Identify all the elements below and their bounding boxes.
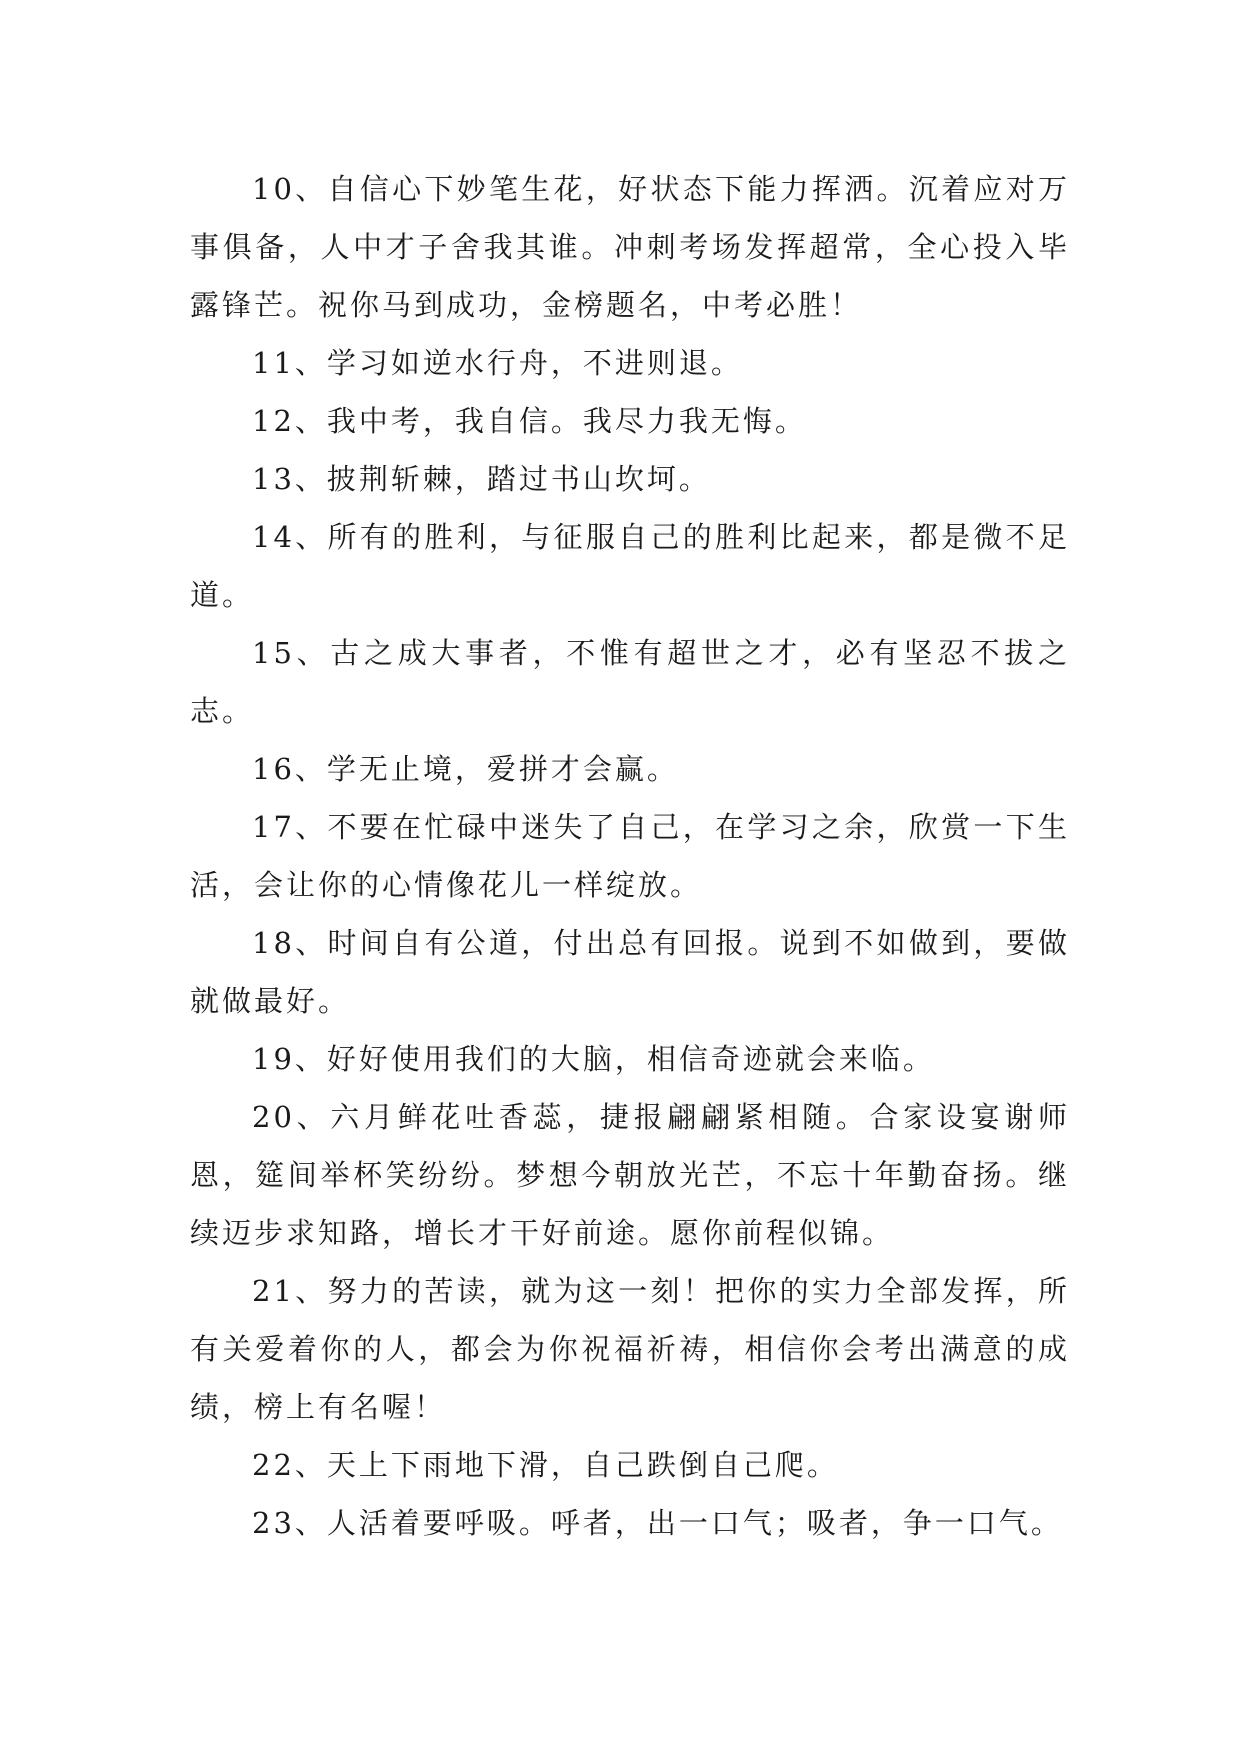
paragraph-16: 16、学无止境，爱拼才会赢。 <box>252 752 679 786</box>
paragraph-22: 22、天上下雨地下滑，自己跌倒自己爬。 <box>252 1448 839 1482</box>
paragraph-10: 10、自信心下妙笔生花，好状态下能力挥洒。沉着应对万事俱备，人中才子舍我其谁。冲刺考场发挥超常，全心投入毕露锋芒。祝你马到成功，金榜题名，中考必胜！ <box>190 172 1070 322</box>
paragraph-18: 18、时间自有公道，付出总有回报。说到不如做到，要做就做最好。 <box>190 926 1070 1018</box>
paragraph-17: 17、不要在忙碌中迷失了自己，在学习之余，欣赏一下生活，会让你的心情像花儿一样绽放。 <box>190 810 1070 902</box>
paragraph-20: 20、六月鲜花吐香蕊，捷报翩翩紧相随。合家设宴谢师恩，筵间举杯笑纷纷。梦想今朝放光芒，不忘十年勤奋扬。继续迈步求知路，增长才干好前途。愿你前程似锦。 <box>190 1100 1070 1250</box>
paragraph-19: 19、好好使用我们的大脑，相信奇迹就会来临。 <box>252 1042 935 1076</box>
paragraph-14: 14、所有的胜利，与征服自己的胜利比起来，都是微不足道。 <box>190 520 1070 612</box>
paragraph-23: 23、人活着要呼吸。呼者，出一口气；吸者，争一口气。 <box>252 1506 1063 1540</box>
paragraph-13: 13、披荆斩棘，踏过书山坎坷。 <box>252 462 711 496</box>
paragraph-11: 11、学习如逆水行舟，不进则退。 <box>252 346 743 380</box>
document-body <box>190 160 1070 1552</box>
paragraph-15: 15、古之成大事者，不惟有超世之才，必有坚忍不拔之志。 <box>190 636 1070 728</box>
paragraph-12: 12、我中考，我自信。我尽力我无悔。 <box>252 404 807 438</box>
paragraph-21: 21、努力的苦读，就为这一刻！把你的实力全部发挥，所有关爱着你的人，都会为你祝福祈祷，相信你会考出满意的成绩，榜上有名喔！ <box>190 1274 1070 1424</box>
